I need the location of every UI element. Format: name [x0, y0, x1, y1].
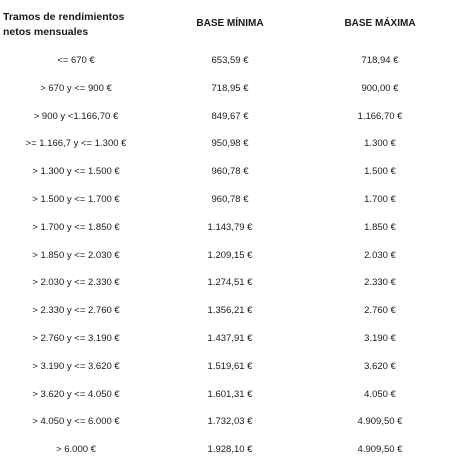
- cell-base-maxima: 2.760 €: [364, 305, 396, 317]
- cell-tramo: > 3.620 y <= 4.050 €: [32, 388, 120, 400]
- table-body: [0, 47, 450, 464]
- cell-tramo: > 1.700 y <= 1.850 €: [32, 221, 120, 233]
- table-row: [0, 381, 450, 409]
- cell-base-maxima: 2.030 €: [364, 249, 396, 261]
- cell-base-maxima: 2.330 €: [364, 277, 396, 289]
- cell-base-maxima: 3.190 €: [364, 332, 396, 344]
- cell-base-minima: 1.274,51 €: [207, 277, 253, 289]
- cell-tramo: > 6.000 €: [56, 444, 96, 456]
- cell-base-maxima: 718,94 €: [361, 55, 399, 66]
- cell-base-minima: 1.209,15 €: [207, 249, 253, 261]
- cell-tramo: > 1.500 y <= 1.700 €: [32, 193, 120, 205]
- header-base-maxima: BASE MÁXIMA: [344, 18, 416, 29]
- cell-tramo: > 2.330 y <= 2.760 €: [32, 305, 120, 317]
- cell-tramo: > 1.300 y <= 1.500 €: [32, 166, 120, 178]
- cell-base-minima: 1.143,79 €: [207, 221, 253, 233]
- cell-tramo: > 900 y <1.166,70 €: [33, 110, 119, 122]
- table-row: [0, 325, 450, 353]
- cell-base-minima: 1.437,91 €: [207, 332, 253, 344]
- cell-base-minima: 1.732,03 €: [207, 416, 253, 428]
- cell-tramo: > 670 y <= 900 €: [40, 82, 112, 94]
- table-row: [0, 130, 450, 158]
- cell-base-minima: 960,78 €: [211, 166, 249, 178]
- cell-base-maxima: 900,00 €: [361, 82, 399, 94]
- table-row: [0, 242, 450, 270]
- table-row: [0, 214, 450, 242]
- table-row: [0, 269, 450, 297]
- cell-tramo: > 3.190 y <= 3.620 €: [32, 360, 120, 372]
- cell-base-minima: 653,59 €: [211, 55, 249, 66]
- table-header: [0, 10, 450, 44]
- cell-base-maxima: 1.166,70 €: [357, 110, 403, 122]
- table-row: [0, 103, 450, 131]
- table-row: [0, 186, 450, 214]
- cell-base-minima: 950,98 €: [211, 138, 249, 150]
- cell-base-minima: 718,95 €: [211, 82, 249, 94]
- header-tramos: Tramos de rendimientos netos mensuales: [3, 11, 125, 38]
- table-row: [0, 353, 450, 381]
- table-row: [0, 75, 450, 103]
- cell-tramo: <= 670 €: [57, 55, 95, 66]
- cell-base-maxima: 4.909,50 €: [357, 416, 403, 428]
- cell-tramo: > 1.850 y <= 2.030 €: [32, 249, 120, 261]
- cell-tramo: > 2.760 y <= 3.190 €: [32, 332, 120, 344]
- cell-base-minima: 1.601,31 €: [207, 388, 253, 400]
- cell-tramo: > 4.050 y <= 6.000 €: [32, 416, 120, 428]
- header-base-minima: BASE MÍNIMA: [196, 18, 264, 29]
- cell-base-maxima: 1.850 €: [364, 221, 396, 233]
- cell-base-maxima: 1.300 €: [364, 138, 396, 150]
- cell-tramo: > 2.030 y <= 2.330 €: [32, 277, 120, 289]
- table-row: [0, 408, 450, 436]
- cell-base-maxima: 1.700 €: [364, 193, 396, 205]
- cell-tramo: >= 1.166,7 y <= 1.300 €: [25, 138, 127, 150]
- table-row: [0, 436, 450, 464]
- cell-base-minima: 960,78 €: [211, 193, 249, 205]
- cell-base-maxima: 4.050 €: [364, 388, 396, 400]
- table-row: [0, 47, 450, 75]
- table-row: [0, 297, 450, 325]
- cell-base-minima: 1.356,21 €: [207, 305, 253, 317]
- cell-base-maxima: 1.500 €: [364, 166, 396, 178]
- cell-base-maxima: 3.620 €: [364, 360, 396, 372]
- cell-base-minima: 1.928,10 €: [207, 444, 253, 456]
- table-row: [0, 158, 450, 186]
- cell-base-minima: 849,67 €: [211, 110, 249, 122]
- cell-base-maxima: 4.909,50 €: [357, 444, 403, 456]
- cell-base-minima: 1.519,61 €: [207, 360, 253, 372]
